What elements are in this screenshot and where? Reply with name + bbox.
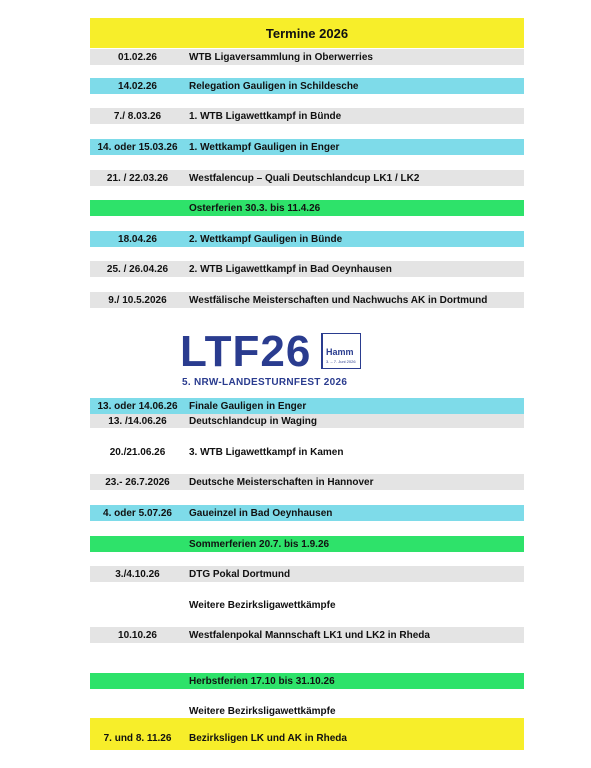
event-description: Deutschlandcup in Waging xyxy=(189,415,317,427)
logo-city: Hamm xyxy=(326,347,354,357)
event-description: 1. Wettkampf Gauligen in Enger xyxy=(189,141,340,153)
event-description: Westfälische Meisterschaften und Nachwuchs AK in Dortmund xyxy=(189,294,488,306)
event-row xyxy=(90,597,524,613)
ltf-logo xyxy=(180,327,370,392)
event-row xyxy=(90,292,524,308)
event-date: 3./4.10.26 xyxy=(115,568,160,580)
event-date: 14.02.26 xyxy=(118,80,157,92)
event-description: 3. WTB Ligawettkampf in Kamen xyxy=(189,446,344,458)
event-date: 23.- 26.7.2026 xyxy=(105,476,170,488)
event-description: Westfalenpokal Mannschaft LK1 und LK2 in Rheda xyxy=(189,629,430,641)
event-date: 4. oder 5.07.26 xyxy=(103,507,172,519)
event-description: Bezirksligen LK und AK in Rheda xyxy=(189,733,347,744)
event-date: 7./ 8.03.26 xyxy=(113,110,162,122)
event-row xyxy=(90,108,524,124)
event-row xyxy=(90,536,524,552)
event-description: 2. Wettkampf Gauligen in Bünde xyxy=(189,233,343,245)
event-row xyxy=(90,139,524,155)
event-date: 10.10.26 xyxy=(118,629,157,641)
event-description: Finale Gauligen in Enger xyxy=(189,400,307,412)
event-date: 14. oder 15.03.26 xyxy=(97,141,178,153)
event-description: DTG Pokal Dortmund xyxy=(189,568,291,580)
event-description: 2. WTB Ligawettkampf in Bad Oeynhausen xyxy=(189,263,392,275)
logo-subtitle: 5. NRW-LANDESTURNFEST 2026 xyxy=(182,377,348,388)
event-row xyxy=(90,444,524,460)
event-row xyxy=(90,627,524,643)
logo-wordmark: LTF26 xyxy=(180,327,312,376)
event-row xyxy=(90,261,524,277)
event-date: 13. oder 14.06.26 xyxy=(97,400,178,412)
page-title: Termine 2026 xyxy=(90,18,524,48)
event-date: 20./21.06.26 xyxy=(109,446,166,458)
event-row xyxy=(90,200,524,216)
event-description: Osterferien 30.3. bis 11.4.26 xyxy=(189,202,321,214)
event-row xyxy=(90,718,524,750)
event-date: 21. / 22.03.26 xyxy=(106,172,169,184)
event-description: Deutsche Meisterschaften in Hannover xyxy=(189,476,374,488)
event-description: Weitere Bezirksligawettkämpfe xyxy=(189,705,336,717)
event-row xyxy=(90,505,524,521)
event-date: 25. / 26.04.26 xyxy=(106,263,169,275)
logo-dates: 3. – 7. Juni 2026 xyxy=(326,359,356,364)
event-description: WTB Ligaversammlung in Oberwerries xyxy=(189,51,373,63)
event-description: Gaueinzel in Bad Oeynhausen xyxy=(189,507,333,519)
event-description: Sommerferien 20.7. bis 1.9.26 xyxy=(189,538,330,550)
event-row xyxy=(90,231,524,247)
event-row xyxy=(90,170,524,186)
event-description: Herbstferien 17.10 bis 31.10.26 xyxy=(189,675,335,687)
event-date: 9./ 10.5.2026 xyxy=(108,294,167,306)
event-description: Weitere Bezirksligawettkämpfe xyxy=(189,599,336,611)
event-row xyxy=(90,474,524,490)
event-row xyxy=(90,414,524,428)
event-row xyxy=(90,78,524,94)
event-row xyxy=(90,398,524,414)
event-description: Westfalencup – Quali Deutschlandcup LK1 / LK2 xyxy=(189,172,420,184)
event-date: 7. und 8. 11.26 xyxy=(103,733,172,744)
event-description: 1. WTB Ligawettkampf in Bünde xyxy=(189,110,342,122)
event-row xyxy=(90,566,524,582)
event-row xyxy=(90,673,524,689)
event-date: 13. /14.06.26 xyxy=(108,415,167,427)
event-date: 18.04.26 xyxy=(118,233,157,245)
event-date: 01.02.26 xyxy=(118,51,157,63)
event-row xyxy=(90,49,524,65)
event-description: Relegation Gauligen in Schildesche xyxy=(189,80,359,92)
event-row xyxy=(90,703,524,719)
